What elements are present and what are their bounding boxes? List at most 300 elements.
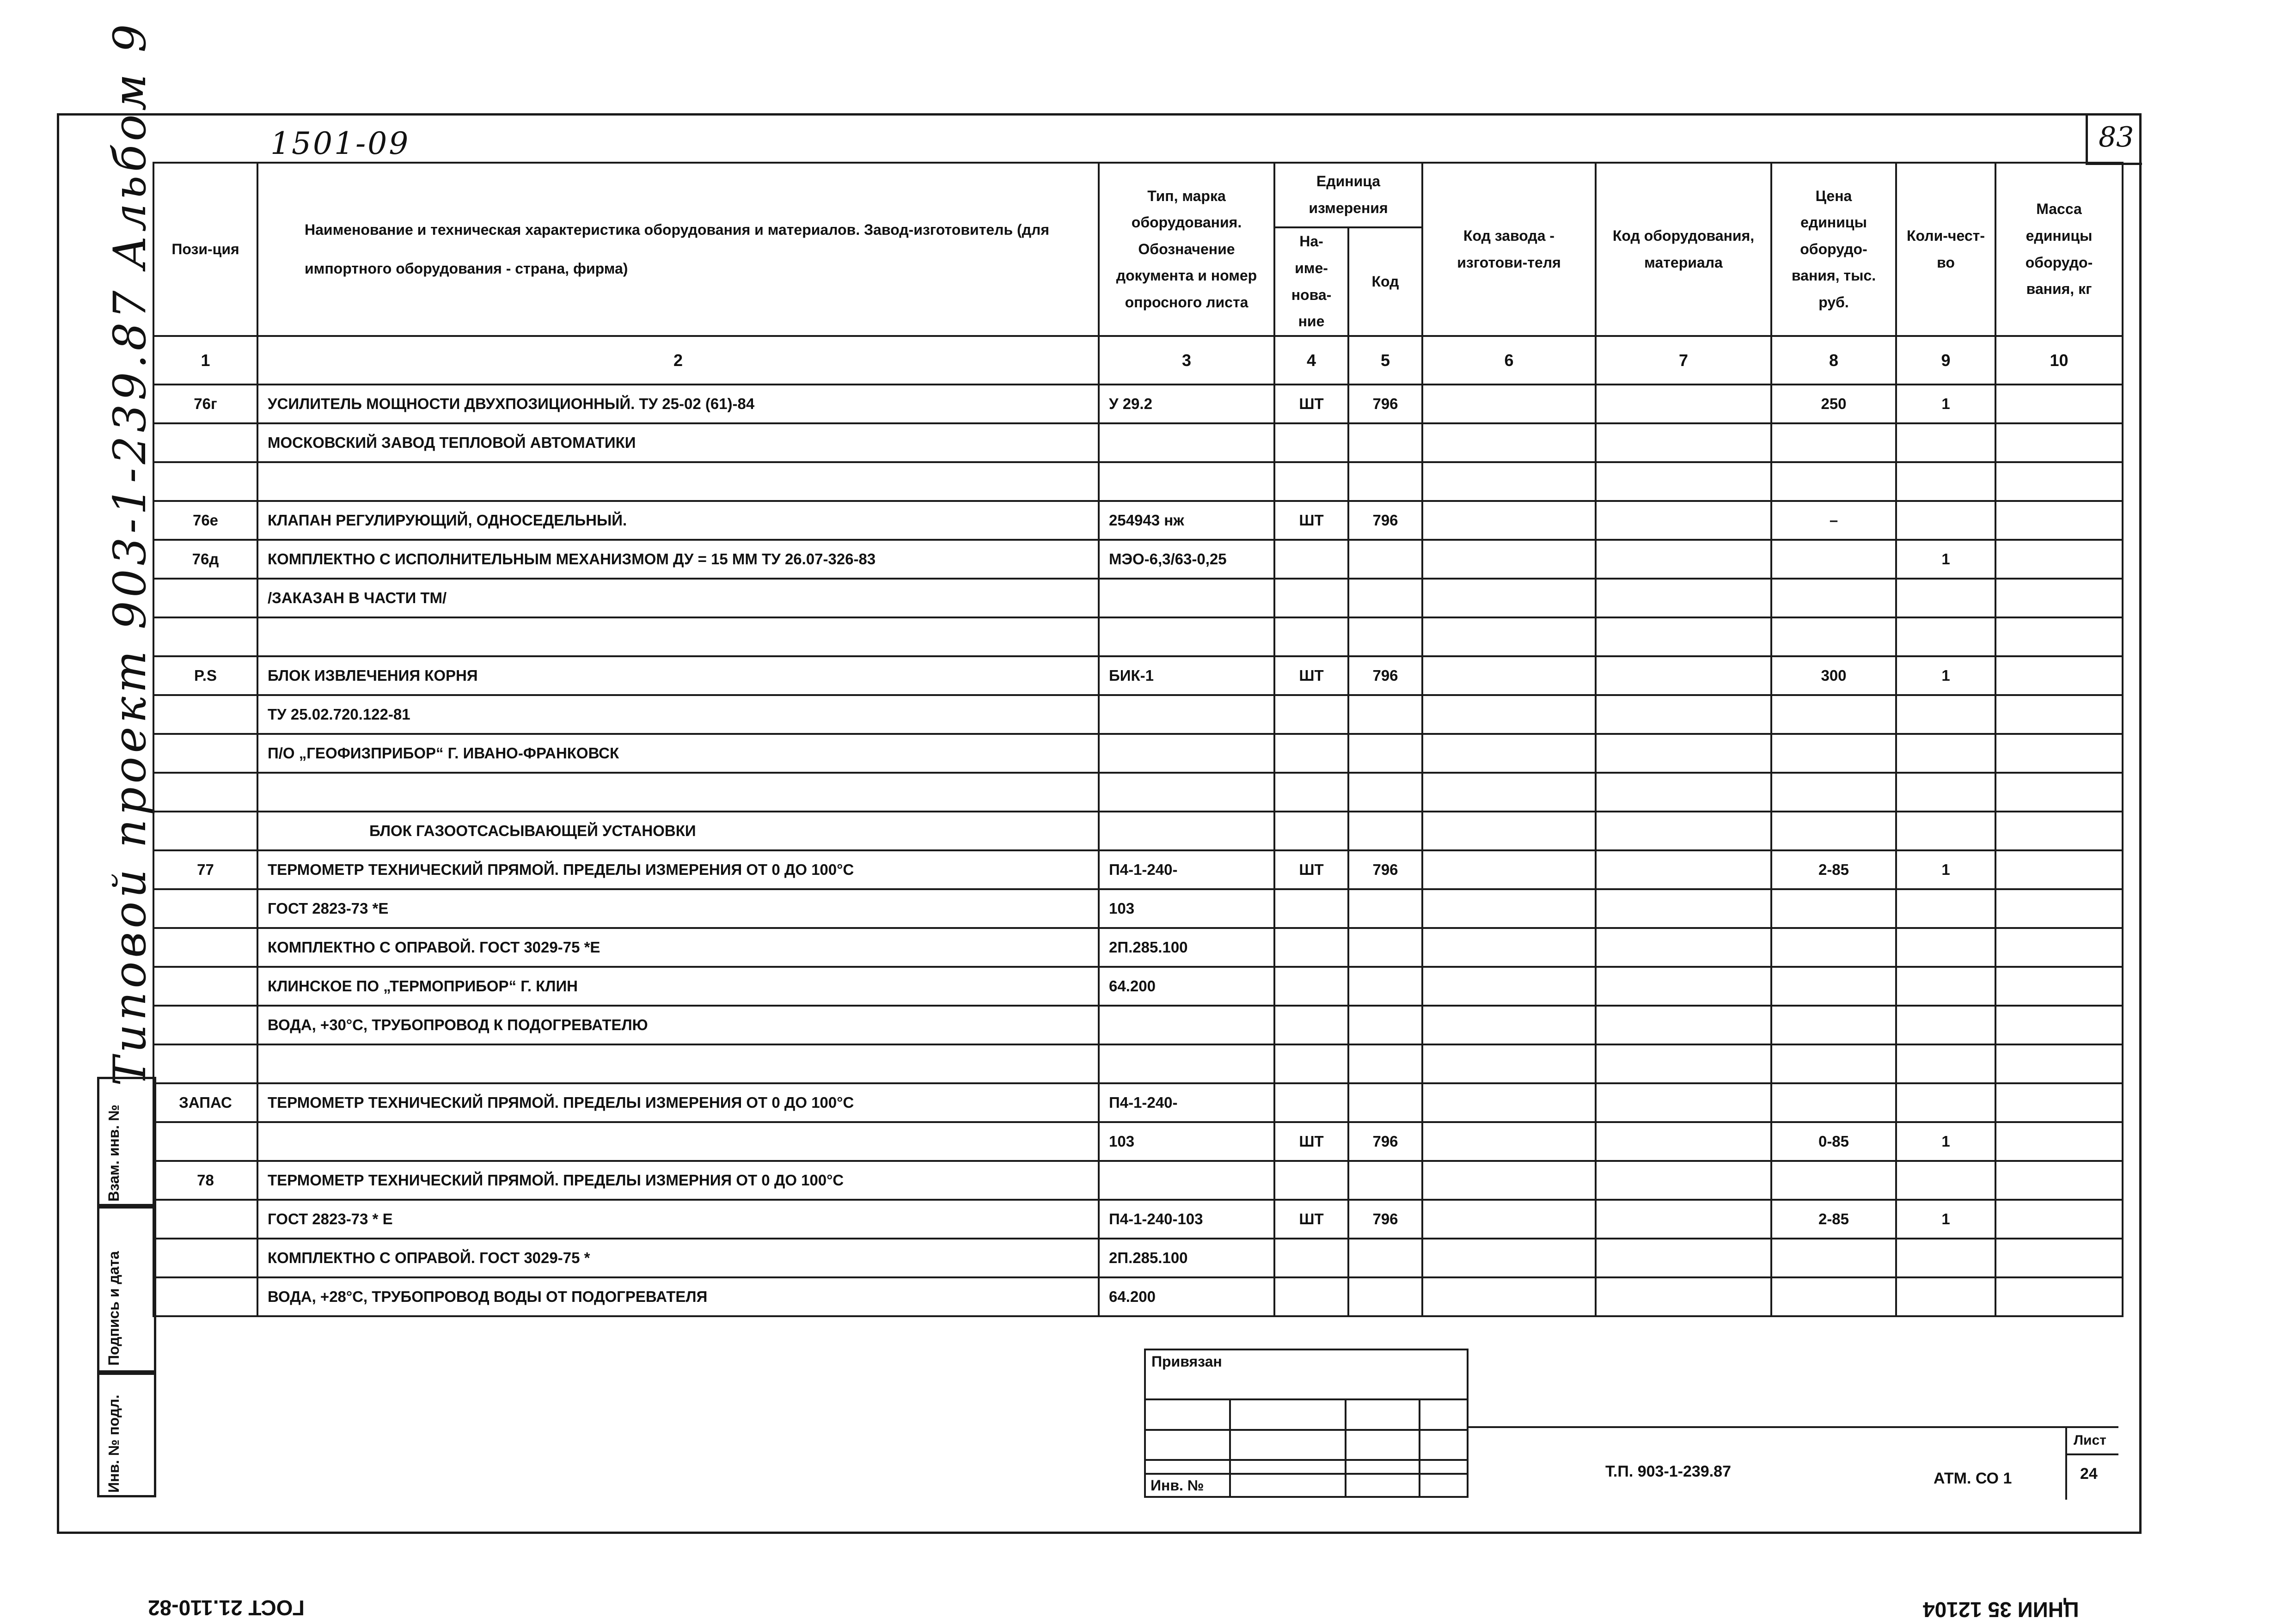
table-cell xyxy=(1348,734,1422,773)
table-cell: КЛИНСКОЕ ПО „ТЕРМОПРИБОР“ Г. КЛИН xyxy=(257,967,1099,1006)
table-row xyxy=(153,501,2123,540)
table-cell xyxy=(1771,889,1896,928)
table-cell: ВОДА, +30°С, ТРУБОПРОВОД К ПОДОГРЕВАТЕЛЮ xyxy=(257,1006,1099,1044)
table-cell xyxy=(1771,967,1896,1006)
table-cell: У 29.2 xyxy=(1099,385,1274,423)
table-row xyxy=(153,579,2123,617)
stamp-inv-no: Инв. № xyxy=(1151,1477,1204,1494)
header-plant-code: Код завода - изготови-теля xyxy=(1422,163,1596,336)
table-cell xyxy=(1348,540,1422,579)
table-row xyxy=(153,1200,2123,1239)
table-cell xyxy=(1422,695,1596,734)
table-cell xyxy=(1274,1277,1348,1316)
table-cell: П/О „ГЕОФИЗПРИБОР“ Г. ИВАНО-ФРАНКОВСК xyxy=(257,734,1099,773)
table-cell: 0-85 xyxy=(1771,1122,1896,1161)
table-cell xyxy=(1896,579,1995,617)
table-cell xyxy=(1896,1277,1995,1316)
specification-table xyxy=(153,162,2124,1317)
table-cell xyxy=(1771,1239,1896,1277)
table-cell xyxy=(1422,1277,1596,1316)
table-cell xyxy=(1274,773,1348,812)
table-cell xyxy=(1995,773,2123,812)
table-cell xyxy=(1422,540,1596,579)
table-cell: 1 xyxy=(1896,385,1995,423)
table-cell xyxy=(1274,889,1348,928)
table-cell: 796 xyxy=(1348,1122,1422,1161)
table-cell: 1 xyxy=(1896,1122,1995,1161)
table-cell xyxy=(153,1239,257,1277)
table-cell: ТЕРМОМЕТР ТЕХНИЧЕСКИЙ ПРЯМОЙ. ПРЕДЕЛЫ ИЗМЕРНИЯ ОТ 0 ДО 100°С xyxy=(257,1161,1099,1200)
strip-label-replace-inv: Взам. инв. № xyxy=(105,1105,122,1202)
table-cell xyxy=(153,773,257,812)
table-cell xyxy=(1771,1277,1896,1316)
table-cell: 2-85 xyxy=(1771,850,1896,889)
table-cell xyxy=(1995,462,2123,501)
table-cell: ТЕРМОМЕТР ТЕХНИЧЕСКИЙ ПРЯМОЙ. ПРЕДЕЛЫ ИЗМЕРЕНИЯ ОТ 0 ДО 100°С xyxy=(257,850,1099,889)
table-cell: МЭО-6,3/63-0,25 xyxy=(1099,540,1274,579)
page-number: 83 xyxy=(2099,121,2134,153)
table-cell: П4-1-240- xyxy=(1099,1083,1274,1122)
table-cell xyxy=(257,1044,1099,1083)
table-cell: 796 xyxy=(1348,1200,1422,1239)
table-row xyxy=(153,1239,2123,1277)
table-cell xyxy=(1348,462,1422,501)
table-cell xyxy=(1422,579,1596,617)
table-cell xyxy=(1422,1122,1596,1161)
table-cell: 796 xyxy=(1348,656,1422,695)
table-cell: 1 xyxy=(1896,540,1995,579)
table-cell xyxy=(1771,773,1896,812)
table-cell: ТЕРМОМЕТР ТЕХНИЧЕСКИЙ ПРЯМОЙ. ПРЕДЕЛЫ ИЗМЕРЕНИЯ ОТ 0 ДО 100°С xyxy=(257,1083,1099,1122)
table-cell: 64.200 xyxy=(1099,967,1274,1006)
table-cell xyxy=(1422,423,1596,462)
table-cell xyxy=(1771,462,1896,501)
table-row xyxy=(153,462,2123,501)
table-cell: – xyxy=(1771,501,1896,540)
col-number: 6 xyxy=(1422,336,1596,385)
table-cell xyxy=(1896,812,1995,850)
table-cell xyxy=(1596,385,1771,423)
table-cell xyxy=(1348,423,1422,462)
title-document-code: Т.П. 903-1-239.87 xyxy=(1605,1463,1731,1480)
table-cell xyxy=(1422,1044,1596,1083)
table-cell: 1 xyxy=(1896,1200,1995,1239)
table-cell xyxy=(1995,1083,2123,1122)
table-cell xyxy=(1596,1006,1771,1044)
table-cell xyxy=(153,695,257,734)
table-cell: ШТ xyxy=(1274,1200,1348,1239)
sheet-cell-divider xyxy=(2067,1453,2118,1455)
header-equipment-code: Код оборудования, материала xyxy=(1596,163,1771,336)
table-cell xyxy=(1348,889,1422,928)
table-cell xyxy=(153,889,257,928)
table-cell xyxy=(1596,423,1771,462)
table-cell xyxy=(1422,462,1596,501)
table-cell xyxy=(1995,889,2123,928)
table-cell xyxy=(1896,501,1995,540)
table-row xyxy=(153,540,2123,579)
table-cell xyxy=(1896,967,1995,1006)
table-cell xyxy=(1896,462,1995,501)
table-cell xyxy=(1896,1239,1995,1277)
table-cell xyxy=(1422,734,1596,773)
table-cell xyxy=(1995,501,2123,540)
table-cell: 796 xyxy=(1348,501,1422,540)
table-cell xyxy=(1596,1122,1771,1161)
table-cell: КЛАПАН РЕГУЛИРУЮЩИЙ, ОДНОСЕДЕЛЬНЫЙ. xyxy=(257,501,1099,540)
table-cell xyxy=(1274,734,1348,773)
title-section: АТМ. СО 1 xyxy=(1934,1470,2012,1487)
table-cell xyxy=(1596,501,1771,540)
table-cell: ЗАПАС xyxy=(153,1083,257,1122)
table-row xyxy=(153,1161,2123,1200)
col-number: 8 xyxy=(1771,336,1896,385)
table-cell xyxy=(1422,617,1596,656)
table-cell xyxy=(1995,1044,2123,1083)
table-cell: КОМПЛЕКТНО С ИСПОЛНИТЕЛЬНЫМ МЕХАНИЗМОМ ДУ = 15 ММ ТУ 26.07-326-83 xyxy=(257,540,1099,579)
table-cell xyxy=(1995,1239,2123,1277)
table-cell: 78 xyxy=(153,1161,257,1200)
table-cell xyxy=(1099,1044,1274,1083)
table-cell xyxy=(1596,812,1771,850)
table-cell xyxy=(1422,773,1596,812)
col-number: 10 xyxy=(1995,336,2123,385)
table-cell xyxy=(1422,967,1596,1006)
table-cell xyxy=(1896,1044,1995,1083)
table-cell xyxy=(1995,695,2123,734)
table-cell: 796 xyxy=(1348,850,1422,889)
table-cell: ШТ xyxy=(1274,501,1348,540)
table-cell xyxy=(153,734,257,773)
table-cell xyxy=(153,579,257,617)
table-cell: 1 xyxy=(1896,850,1995,889)
table-cell xyxy=(1596,734,1771,773)
header-type: Тип, марка оборудования. Обозначение документа и номер опросного листа xyxy=(1099,163,1274,336)
table-cell xyxy=(1771,540,1896,579)
table-cell xyxy=(1422,1161,1596,1200)
table-cell xyxy=(1596,1277,1771,1316)
table-cell xyxy=(153,1277,257,1316)
table-cell xyxy=(1348,695,1422,734)
stamp-grid xyxy=(1144,1398,1469,1498)
header-quantity: Коли-чест-во xyxy=(1896,163,1995,336)
table-cell: 254943 нж xyxy=(1099,501,1274,540)
table-row xyxy=(153,656,2123,695)
table-cell xyxy=(1099,1006,1274,1044)
table-cell xyxy=(1422,1200,1596,1239)
table-cell xyxy=(1995,1277,2123,1316)
table-cell xyxy=(1422,850,1596,889)
table-row xyxy=(153,850,2123,889)
table-row xyxy=(153,928,2123,967)
table-row xyxy=(153,773,2123,812)
stamp-line xyxy=(1345,1400,1346,1496)
stamp-line xyxy=(1229,1400,1231,1496)
table-cell xyxy=(1348,812,1422,850)
table-cell xyxy=(1099,812,1274,850)
strip-label-signature: Подпись и дата xyxy=(105,1251,122,1366)
table-cell xyxy=(1099,462,1274,501)
table-cell: ШТ xyxy=(1274,1122,1348,1161)
stamp-line xyxy=(1419,1400,1420,1496)
table-cell xyxy=(1771,617,1896,656)
table-cell xyxy=(1099,423,1274,462)
table-cell xyxy=(153,967,257,1006)
table-cell xyxy=(1422,1083,1596,1122)
title-document-code-wrap xyxy=(1605,1463,1731,1481)
table-cell: БИК-1 xyxy=(1099,656,1274,695)
col-number: 2 xyxy=(257,336,1099,385)
table-cell xyxy=(1422,501,1596,540)
table-cell xyxy=(153,1044,257,1083)
table-cell xyxy=(153,423,257,462)
table-cell xyxy=(1771,1006,1896,1044)
stamp-privyazan-box xyxy=(1144,1349,1469,1400)
table-cell xyxy=(1995,579,2123,617)
table-cell xyxy=(1771,1083,1896,1122)
table-cell xyxy=(1348,1044,1422,1083)
table-cell xyxy=(1348,579,1422,617)
table-cell xyxy=(1896,423,1995,462)
table-cell xyxy=(1348,928,1422,967)
col-number: 5 xyxy=(1348,336,1422,385)
table-cell xyxy=(1771,1044,1896,1083)
table-cell xyxy=(1422,1006,1596,1044)
table-cell xyxy=(153,928,257,967)
col-number: 1 xyxy=(153,336,257,385)
table-row xyxy=(153,734,2123,773)
table-cell xyxy=(1596,656,1771,695)
table-cell xyxy=(1596,540,1771,579)
table-cell: 76г xyxy=(153,385,257,423)
table-row xyxy=(153,617,2123,656)
table-cell: 300 xyxy=(1771,656,1896,695)
table-cell: ТУ 25.02.720.122-81 xyxy=(257,695,1099,734)
table-cell xyxy=(1596,889,1771,928)
table-cell xyxy=(1995,385,2123,423)
table-cell xyxy=(1348,1006,1422,1044)
table-cell: П4-1-240- xyxy=(1099,850,1274,889)
table-row xyxy=(153,1044,2123,1083)
table-cell: 796 xyxy=(1348,385,1422,423)
table-cell xyxy=(1995,928,2123,967)
table-cell xyxy=(1274,1044,1348,1083)
table-cell xyxy=(1995,850,2123,889)
table-cell xyxy=(1596,850,1771,889)
sheet-cell xyxy=(2065,1428,2118,1500)
table-cell xyxy=(1771,579,1896,617)
side-note: Типовой проект 903-1-239.87 Альбом 9 xyxy=(104,20,156,1086)
table-cell xyxy=(1099,773,1274,812)
table-cell xyxy=(1896,1161,1995,1200)
mirrored-cnii-text: ЦНИИ 35 12104 xyxy=(1923,1598,2079,1622)
table-cell xyxy=(1274,1083,1348,1122)
table-cell xyxy=(1896,773,1995,812)
table-cell xyxy=(1274,579,1348,617)
table-cell xyxy=(1771,1161,1896,1200)
table-cell xyxy=(1099,695,1274,734)
table-cell xyxy=(1896,695,1995,734)
col-number: 3 xyxy=(1099,336,1274,385)
table-cell xyxy=(1596,462,1771,501)
table-cell xyxy=(1099,734,1274,773)
table-cell: П4-1-240-103 xyxy=(1099,1200,1274,1239)
table-cell xyxy=(1995,656,2123,695)
col-number: 7 xyxy=(1596,336,1771,385)
table-cell xyxy=(1596,928,1771,967)
table-cell: 2-85 xyxy=(1771,1200,1896,1239)
table-cell xyxy=(1274,695,1348,734)
table-cell xyxy=(1348,1239,1422,1277)
table-cell: 103 xyxy=(1099,1122,1274,1161)
table-cell xyxy=(1099,1161,1274,1200)
table-cell xyxy=(1274,1239,1348,1277)
table-cell xyxy=(1274,617,1348,656)
table-cell xyxy=(1995,812,2123,850)
table-cell: 76е xyxy=(153,501,257,540)
table-cell xyxy=(1995,967,2123,1006)
table-cell xyxy=(1771,928,1896,967)
table-row xyxy=(153,385,2123,423)
mirrored-gost-text: ГОСТ 21.110-82 xyxy=(148,1596,305,1620)
table-cell xyxy=(1348,1277,1422,1316)
table-cell: ШТ xyxy=(1274,656,1348,695)
table-cell xyxy=(1995,1006,2123,1044)
table-cell xyxy=(1596,617,1771,656)
table-cell xyxy=(1274,812,1348,850)
col-number: 9 xyxy=(1896,336,1995,385)
table-cell xyxy=(153,1200,257,1239)
header-unit: Единица измерения xyxy=(1274,163,1422,227)
table-cell xyxy=(257,462,1099,501)
table-row xyxy=(153,695,2123,734)
table-cell xyxy=(1596,1044,1771,1083)
table-cell xyxy=(1274,423,1348,462)
table-cell xyxy=(1348,1161,1422,1200)
table-cell xyxy=(1896,928,1995,967)
table-cell xyxy=(153,1122,257,1161)
table-cell xyxy=(1274,1006,1348,1044)
table-cell xyxy=(257,617,1099,656)
table-row xyxy=(153,1006,2123,1044)
table-cell: ШТ xyxy=(1274,850,1348,889)
table-cell xyxy=(1995,617,2123,656)
table-cell xyxy=(1596,967,1771,1006)
table-row xyxy=(153,812,2123,850)
table-cell xyxy=(1422,385,1596,423)
table-row xyxy=(153,967,2123,1006)
table-cell xyxy=(1995,423,2123,462)
table-row xyxy=(153,1277,2123,1316)
table-cell xyxy=(1348,773,1422,812)
table-cell xyxy=(153,462,257,501)
table-cell xyxy=(1422,889,1596,928)
table-cell xyxy=(1596,1239,1771,1277)
table-cell xyxy=(153,1006,257,1044)
table-cell xyxy=(153,812,257,850)
table-cell xyxy=(1995,1122,2123,1161)
table-cell xyxy=(257,1122,1099,1161)
header-price: Цена единицы оборудо-вания, тыс. руб. xyxy=(1771,163,1896,336)
table-cell xyxy=(153,617,257,656)
title-section-wrap xyxy=(1934,1470,2012,1488)
table-cell: БЛОК ИЗВЛЕЧЕНИЯ КОРНЯ xyxy=(257,656,1099,695)
table-cell xyxy=(1771,812,1896,850)
table-cell xyxy=(1896,1083,1995,1122)
table-cell xyxy=(1348,967,1422,1006)
table-cell xyxy=(1995,540,2123,579)
table-cell: 1 xyxy=(1896,656,1995,695)
table-row xyxy=(153,889,2123,928)
table-cell: КОМПЛЕКТНО С ОПРАВОЙ. ГОСТ 3029-75 * xyxy=(257,1239,1099,1277)
table-cell xyxy=(1596,1200,1771,1239)
table-cell xyxy=(1422,656,1596,695)
table-cell xyxy=(1099,579,1274,617)
table-cell xyxy=(1896,1006,1995,1044)
table-cell: ГОСТ 2823-73 *Е xyxy=(257,889,1099,928)
table-cell xyxy=(1596,1161,1771,1200)
handwritten-number: 1501-09 xyxy=(270,126,410,161)
table-cell xyxy=(1596,579,1771,617)
table-cell: 103 xyxy=(1099,889,1274,928)
table-row xyxy=(153,1122,2123,1161)
stamp-privyazan: Привязан xyxy=(1151,1353,1222,1370)
table-cell xyxy=(1771,695,1896,734)
table-cell xyxy=(1771,423,1896,462)
table-cell: ШТ xyxy=(1274,385,1348,423)
table-cell: 77 xyxy=(153,850,257,889)
table-cell xyxy=(1274,462,1348,501)
table-cell xyxy=(257,773,1099,812)
table-cell: 2П.285.100 xyxy=(1099,1239,1274,1277)
sheet-number: 24 xyxy=(2080,1465,2098,1483)
table-cell xyxy=(1896,734,1995,773)
table-cell xyxy=(1995,1200,2123,1239)
table-row xyxy=(153,423,2123,462)
header-position: Пози-ция xyxy=(153,163,257,336)
table-cell: УСИЛИТЕЛЬ МОЩНОСТИ ДВУХПОЗИЦИОННЫЙ. ТУ 25-02 (61)-84 xyxy=(257,385,1099,423)
table-cell xyxy=(1896,617,1995,656)
table-cell xyxy=(1896,889,1995,928)
table-cell xyxy=(1995,734,2123,773)
table-cell: 76д xyxy=(153,540,257,579)
table-cell xyxy=(1274,928,1348,967)
table-cell xyxy=(1596,1083,1771,1122)
table-cell xyxy=(1348,1083,1422,1122)
table-row xyxy=(153,1083,2123,1122)
table-cell: /ЗАКАЗАН В ЧАСТИ ТМ/ xyxy=(257,579,1099,617)
table-cell: 64.200 xyxy=(1099,1277,1274,1316)
sheet-label: Лист xyxy=(2074,1433,2106,1448)
table-cell: БЛОК ГАЗООТСАСЫВАЮЩЕЙ УСТАНОВКИ xyxy=(257,812,1099,850)
table-cell: МОСКОВСКИЙ ЗАВОД ТЕПЛОВОЙ АВТОМАТИКИ xyxy=(257,423,1099,462)
title-block xyxy=(1467,1426,2118,1500)
header-unit-code: Код xyxy=(1348,227,1422,336)
table-cell xyxy=(1274,540,1348,579)
strip-label-inv-orig: Инв. № подл. xyxy=(105,1394,122,1493)
header-mass: Масса единицы оборудо-вания, кг xyxy=(1995,163,2123,336)
table-cell: 2П.285.100 xyxy=(1099,928,1274,967)
table-cell: ГОСТ 2823-73 * Е xyxy=(257,1200,1099,1239)
table-cell: ВОДА, +28°С, ТРУБОПРОВОД ВОДЫ ОТ ПОДОГРЕВАТЕЛЯ xyxy=(257,1277,1099,1316)
table-cell xyxy=(1274,967,1348,1006)
col-number: 4 xyxy=(1274,336,1348,385)
header-name: Наименование и техническая характеристика оборудования и материалов. Завод-изготовитель (для импортного оборудования - страна, фирма) xyxy=(257,163,1099,336)
header-unit-name: На-име-нова-ние xyxy=(1274,227,1348,336)
table-cell xyxy=(1422,812,1596,850)
table-cell xyxy=(1422,928,1596,967)
table-cell xyxy=(1995,1161,2123,1200)
